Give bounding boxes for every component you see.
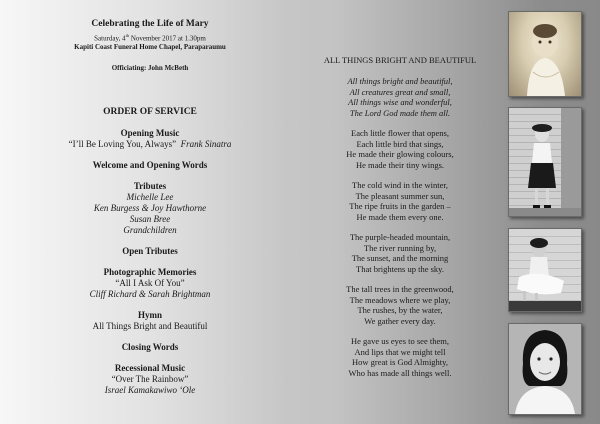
baby-photo-icon	[508, 11, 582, 97]
stanza: The tall trees in the greenwood, The meadows where we play, The rushes, by the water, We gather every day.	[346, 284, 454, 326]
hymn-title: ALL THINGS BRIGHT AND BEAUTIFUL	[323, 55, 477, 65]
page-title: Celebrating the Life of Mary	[91, 19, 209, 29]
opening-music: Opening Music “I’ll Be Loving You, Always” Frank Sinatra	[68, 128, 232, 149]
order-title: ORDER OF SERVICE	[103, 107, 197, 117]
stanza: All things bright and beautiful, All creatures great and small, All things wise and wonderful, The Lord God made them all.	[347, 76, 453, 118]
photographic-memories: Photographic Memories “All I Ask Of You” Cliff Richard & Sarah Brightman	[0, 267, 300, 300]
tribute-name: Michelle Lee	[126, 192, 174, 202]
portrait-photo-icon	[508, 323, 582, 415]
tribute-name: Grandchildren	[123, 225, 177, 235]
stanza: The purple-headed mountain, The river running by, The sunset, and the morning That brightens up the sky.	[349, 232, 451, 274]
welcome: Welcome and Opening Words	[92, 160, 208, 170]
opening-artist: Frank Sinatra	[180, 139, 232, 149]
hymn-lyrics	[300, 76, 500, 388]
stanza: He gave us eyes to see them, And lips that we might tell How great is God Almighty, Who has made all things well.	[348, 336, 452, 378]
tribute-name: Ken Burgess & Joy Hawthorne	[93, 203, 207, 213]
hymn: Hymn All Things Bright and Beautiful	[0, 310, 300, 332]
open-tributes: Open Tributes	[122, 246, 178, 256]
opening-song: “I’ll Be Loving You, Always”	[68, 139, 177, 149]
service-date: Saturday, 4th November 2017 at 1.30pm	[94, 33, 206, 43]
recessional-artist: Israel Kamakawiwo ‘Ole	[104, 385, 196, 395]
photographic-song: “All I Ask Of You”	[115, 278, 185, 288]
stanza: The cold wind in the winter, The pleasant summer sun, The ripe fruits in the garden – He made them every one.	[349, 180, 451, 222]
hymn-name: All Things Bright and Beautiful	[92, 321, 208, 331]
order-of-service	[0, 107, 300, 406]
stanza: Each little flower that opens, Each little bird that sings, He made their glowing colours, He made their tiny wings.	[346, 128, 454, 170]
woman-sitting-photo-icon	[508, 228, 582, 312]
officiating: Officiating: John McBeth	[111, 64, 189, 72]
recessional-song: “Over The Rainbow”	[111, 374, 189, 384]
young-woman-standing-photo-icon	[508, 107, 582, 217]
closing-words: Closing Words	[121, 342, 179, 352]
recessional-music: Recessional Music “Over The Rainbow” Israel Kamakawiwo ‘Ole	[0, 363, 300, 396]
tributes: Tributes Michelle Lee Ken Burgess & Joy Hawthorne Susan Bree Grandchildren	[0, 181, 300, 236]
tribute-name: Susan Bree	[129, 214, 171, 224]
photographic-artist: Cliff Richard & Sarah Brightman	[89, 289, 211, 299]
service-venue: Kapiti Coast Funeral Home Chapel, Paraparaumu	[74, 43, 226, 51]
photo-column	[508, 11, 582, 415]
